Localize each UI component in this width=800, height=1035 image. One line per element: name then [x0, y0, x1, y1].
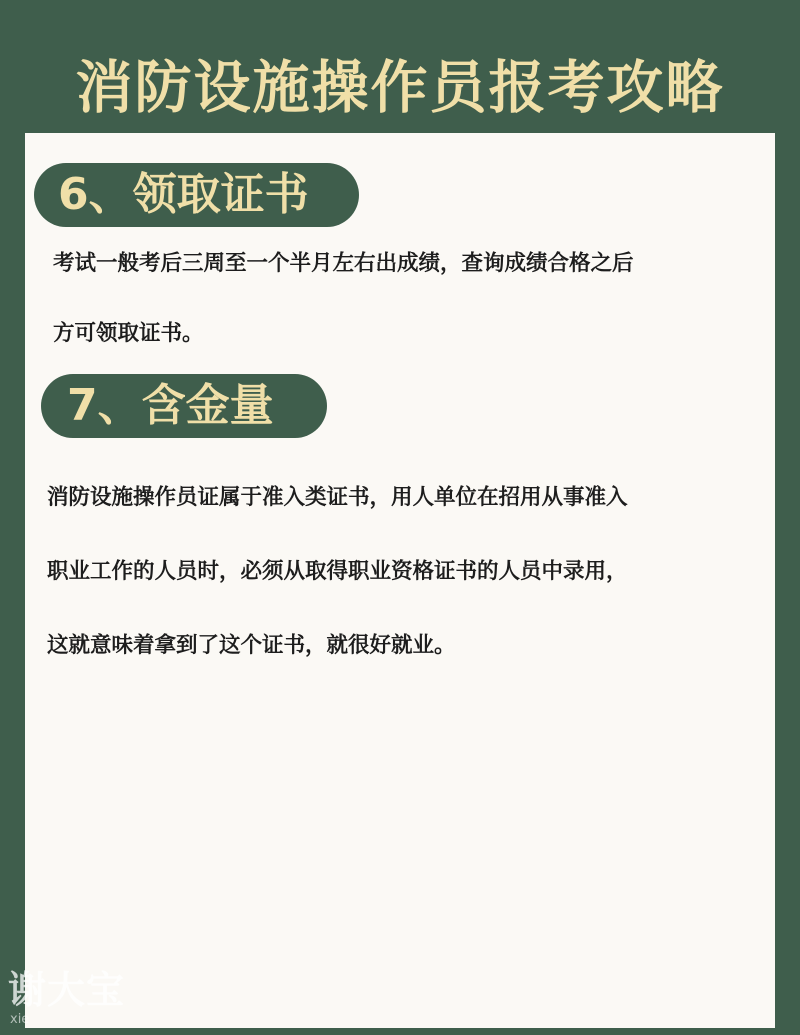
paragraph-line: 考试一般考后三周至一个半月左右出成绩，查询成绩合格之后	[53, 251, 634, 276]
watermark-subtext: xie	[10, 1012, 30, 1027]
section-heading-pill	[41, 374, 327, 438]
page-title: 消防设施操作员报考攻略	[75, 55, 725, 121]
paragraph-line: 消防设施操作员证属于准入类证书，用人单位在招用从事准入	[47, 485, 628, 510]
section-heading-pill	[34, 163, 359, 227]
section-heading: 7、含金量	[67, 380, 274, 431]
content-card	[25, 133, 775, 1028]
paragraph-line: 方可领取证书。	[53, 321, 204, 346]
paragraph-line: 职业工作的人员时，必须从取得职业资格证书的人员中录用，	[47, 559, 628, 584]
watermark: 谢大宝	[8, 968, 126, 1012]
section-paragraph	[47, 475, 628, 697]
paragraph-line: 这就意味着拿到了这个证书，就很好就业。	[47, 633, 456, 658]
section-heading: 6、领取证书	[58, 169, 309, 220]
section-paragraph	[53, 241, 634, 381]
